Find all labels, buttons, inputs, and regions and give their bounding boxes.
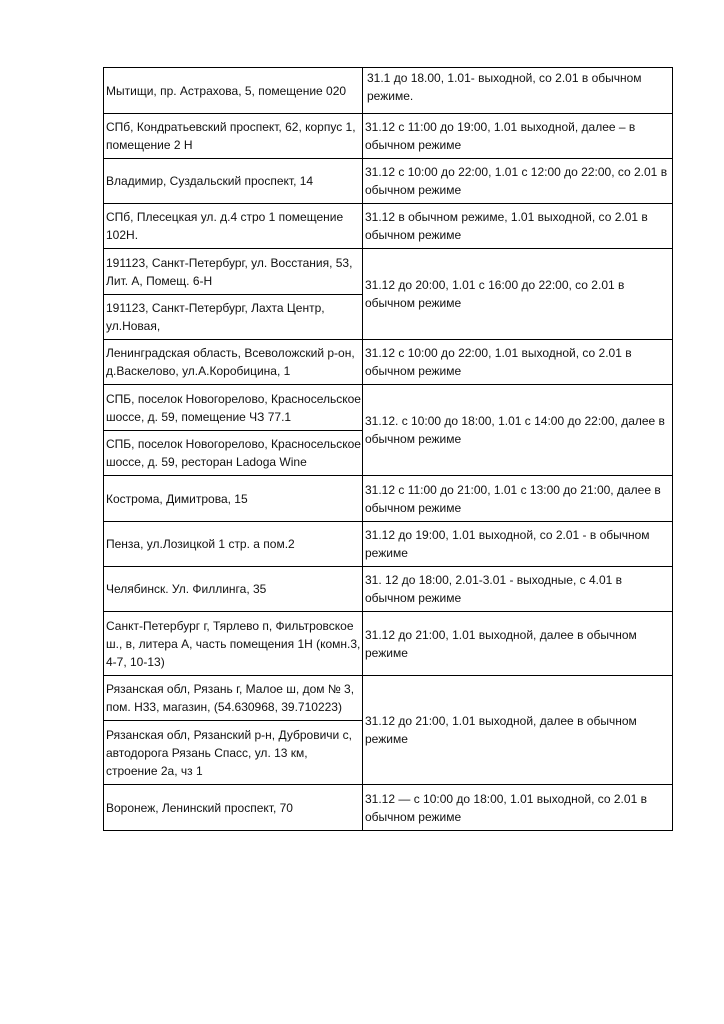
hours-cell: 31.12 с 11:00 до 19:00, 1.01 выходной, далее – в обычном режиме bbox=[363, 114, 673, 159]
hours-cell: 31.12 — с 10:00 до 18:00, 1.01 выходной, со 2.01 в обычном режиме bbox=[363, 785, 673, 831]
table-row bbox=[104, 68, 673, 114]
address-cell: Пенза, ул.Лозицкой 1 стр. а пом.2 bbox=[104, 522, 363, 567]
hours-cell: 31.1 до 18.00, 1.01- выходной, со 2.01 в обычном режиме. bbox=[363, 68, 673, 114]
address-cell: Мытищи, пр. Астрахова, 5, помещение 020 bbox=[104, 68, 363, 114]
address-cell: Рязанская обл, Рязанский р-н, Дубровичи с, автодорога Рязань Спасс, ул. 13 км, строение 2а, чз 1 bbox=[104, 721, 363, 785]
address-cell: Кострома, Димитрова, 15 bbox=[104, 476, 363, 522]
hours-cell: 31.12 до 19:00, 1.01 выходной, со 2.01 - в обычном режиме bbox=[363, 522, 673, 567]
address-cell: СПб, Плесецкая ул. д.4 стро 1 помещение 102Н. bbox=[104, 204, 363, 249]
hours-cell: 31. 12 до 18:00, 2.01-3.01 - выходные, с 4.01 в обычном режиме bbox=[363, 567, 673, 612]
table-row bbox=[104, 340, 673, 385]
hours-cell: 31.12 до 21:00, 1.01 выходной, далее в обычном режиме bbox=[363, 676, 673, 785]
table-row bbox=[104, 476, 673, 522]
address-cell: СПБ, поселок Новогорелово, Красносельское шоссе, д. 59, помещение ЧЗ 77.1 bbox=[104, 385, 363, 431]
store-hours-table bbox=[103, 67, 673, 831]
table-row bbox=[104, 612, 673, 676]
address-cell: Рязанская обл, Рязань г, Малое ш, дом № 3, пом. Н33, магазин, (54.630968, 39.710223) bbox=[104, 676, 363, 721]
address-cell: Челябинск. Ул. Филлинга, 35 bbox=[104, 567, 363, 612]
hours-cell: 31.12 с 10:00 до 22:00, 1.01 с 12:00 до 22:00, со 2.01 в обычном режиме bbox=[363, 159, 673, 204]
address-cell: 191123, Санкт-Петербург, ул. Восстания, 53, Лит. А, Помещ. 6-Н bbox=[104, 249, 363, 295]
address-cell: Санкт-Петербург г, Тярлево п, Фильтровское ш., в, литера А, часть помещения 1Н (комн.3, 4-7, 10-13) bbox=[104, 612, 363, 676]
address-cell: Владимир, Суздальский проспект, 14 bbox=[104, 159, 363, 204]
table-row bbox=[104, 159, 673, 204]
table-row bbox=[104, 385, 673, 431]
table-row bbox=[104, 249, 673, 295]
hours-cell: 31.12 до 21:00, 1.01 выходной, далее в обычном режиме bbox=[363, 612, 673, 676]
hours-cell: 31.12 с 10:00 до 22:00, 1.01 выходной, со 2.01 в обычном режиме bbox=[363, 340, 673, 385]
table-row bbox=[104, 567, 673, 612]
hours-cell: 31.12 в обычном режиме, 1.01 выходной, со 2.01 в обычном режиме bbox=[363, 204, 673, 249]
address-cell: СПб, Кондратьевский проспект, 62, корпус 1, помещение 2 Н bbox=[104, 114, 363, 159]
hours-cell: 31.12 с 11:00 до 21:00, 1.01 с 13:00 до 21:00, далее в обычном режиме bbox=[363, 476, 673, 522]
address-cell: Воронеж, Ленинский проспект, 70 bbox=[104, 785, 363, 831]
table-row bbox=[104, 114, 673, 159]
hours-cell: 31.12 до 20:00, 1.01 с 16:00 до 22:00, со 2.01 в обычном режиме bbox=[363, 249, 673, 340]
hours-cell: 31.12. с 10:00 до 18:00, 1.01 с 14:00 до 22:00, далее в обычном режиме bbox=[363, 385, 673, 476]
table-row bbox=[104, 785, 673, 831]
table-row bbox=[104, 204, 673, 249]
table-row bbox=[104, 676, 673, 721]
table-row bbox=[104, 522, 673, 567]
address-cell: 191123, Санкт-Петербург, Лахта Центр, ул.Новая, bbox=[104, 295, 363, 340]
address-cell: СПБ, поселок Новогорелово, Красносельское шоссе, д. 59, ресторан Ladoga Wine bbox=[104, 431, 363, 476]
address-cell: Ленинградская область, Всеволожский р-он, д.Васкелово, ул.А.Коробицина, 1 bbox=[104, 340, 363, 385]
